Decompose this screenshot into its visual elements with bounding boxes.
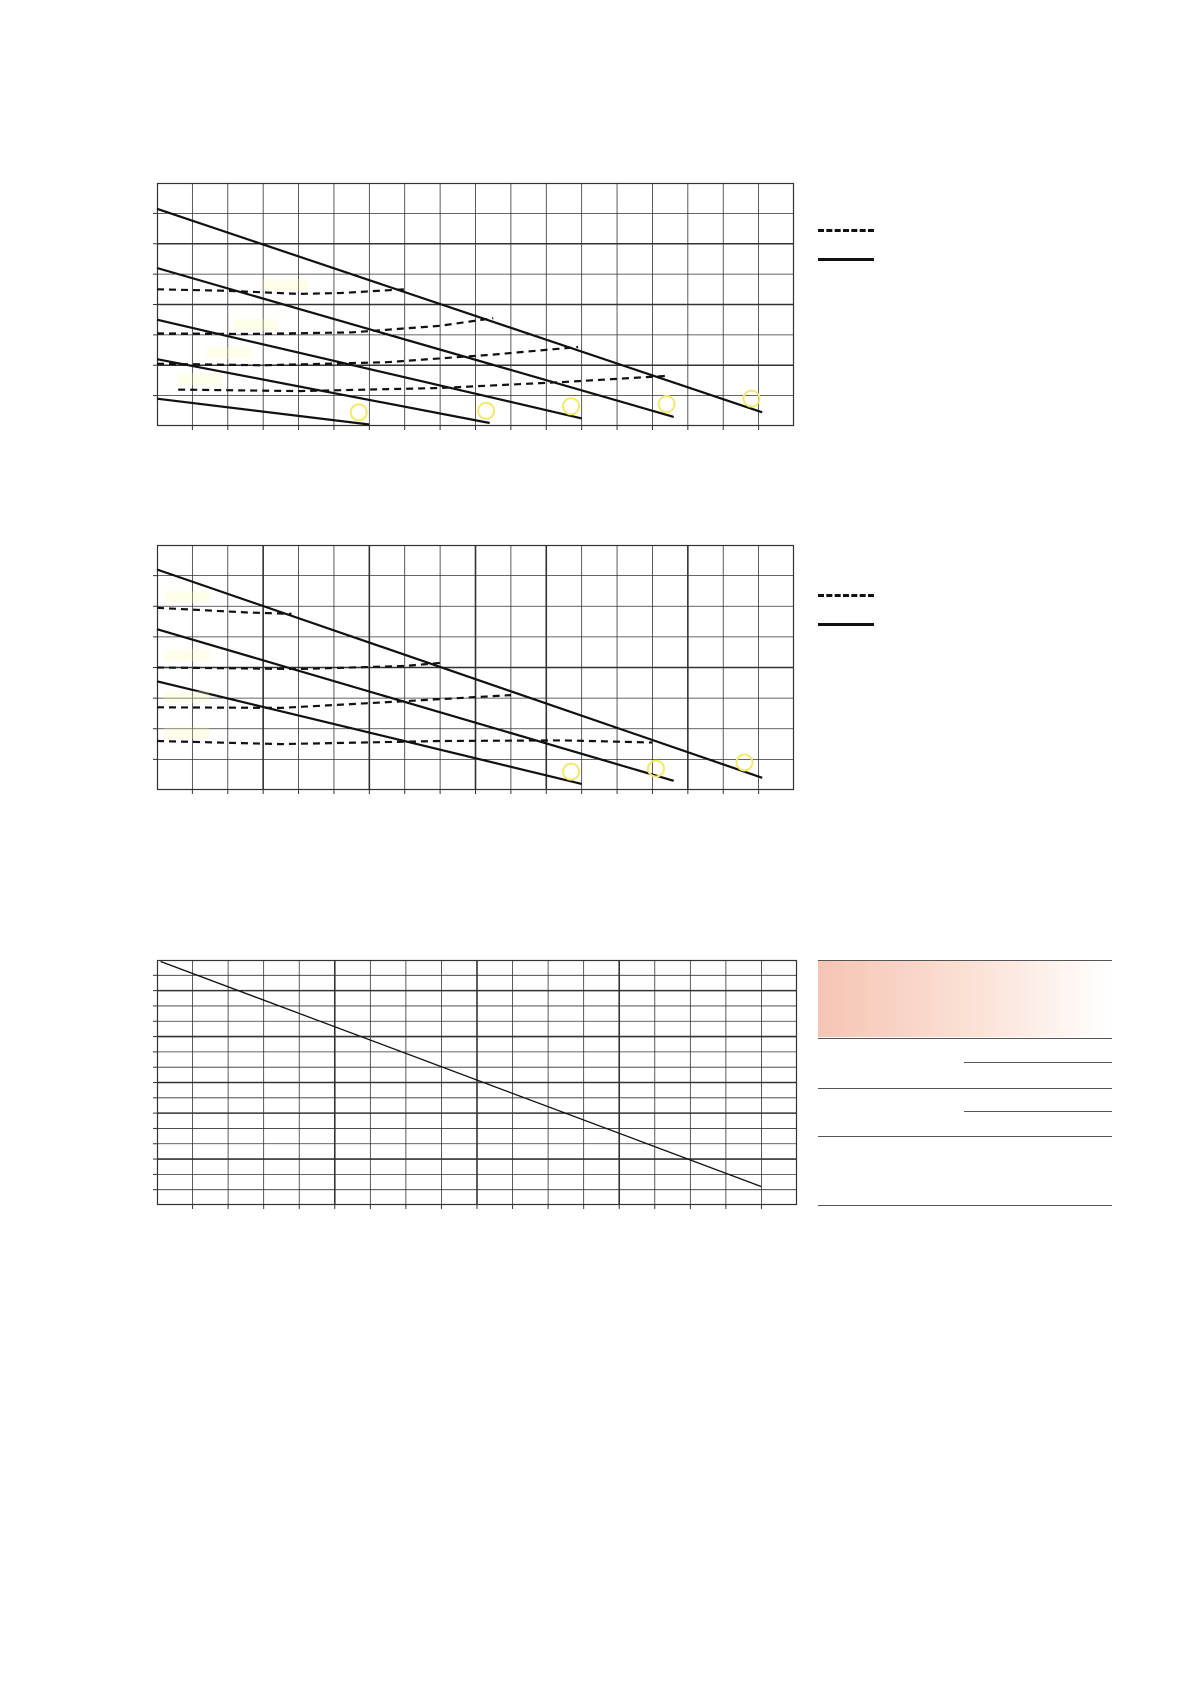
chart-2-markers [563, 754, 752, 779]
series-solid-line [157, 570, 762, 778]
curve-label-mask [164, 691, 209, 703]
table-row-rule [818, 1136, 1112, 1137]
chart-2-legend-solid [818, 623, 874, 626]
chart-2 [157, 545, 794, 790]
curve-label-mask [177, 373, 222, 385]
table-row-rule [818, 1038, 1112, 1039]
table-bottom-rule [818, 1205, 1112, 1206]
end-point-marker [351, 404, 367, 420]
table-subrow-rule [964, 1062, 1112, 1063]
chart-1-markers [351, 391, 760, 421]
end-point-marker [659, 396, 675, 412]
table-subrow-rule [964, 1111, 1112, 1112]
series-solid-line [157, 629, 674, 781]
chart-2-curve-labels [164, 591, 209, 739]
series-solid-line [161, 962, 762, 1187]
end-point-marker [736, 754, 752, 770]
end-point-marker [478, 403, 494, 419]
end-point-marker [563, 764, 579, 780]
chart-3-series [161, 962, 762, 1187]
chart-3-grid [153, 960, 797, 1209]
curve-label-mask [207, 347, 252, 359]
chart-1-series [157, 209, 762, 425]
end-point-marker [744, 391, 760, 407]
curve-label-mask [263, 279, 308, 291]
end-point-marker [648, 761, 664, 777]
chart-1 [157, 183, 794, 426]
chart-2-legend-dashed [818, 594, 874, 597]
end-point-marker [563, 398, 579, 414]
chart-1-legend-solid [818, 258, 874, 261]
chart-1-curve-labels [177, 279, 308, 385]
curve-label-mask [233, 319, 278, 331]
curve-label-mask [164, 649, 209, 661]
curve-label-mask [164, 591, 209, 603]
table-row-rule [818, 1088, 1112, 1089]
series-solid-line [157, 209, 762, 412]
chart-2-series [157, 570, 762, 784]
curve-label-mask [164, 727, 209, 739]
chart-3 [157, 960, 797, 1205]
table-header-band [818, 961, 1112, 1037]
chart-1-legend-dashed [818, 229, 874, 232]
spec-table [818, 960, 1112, 1208]
